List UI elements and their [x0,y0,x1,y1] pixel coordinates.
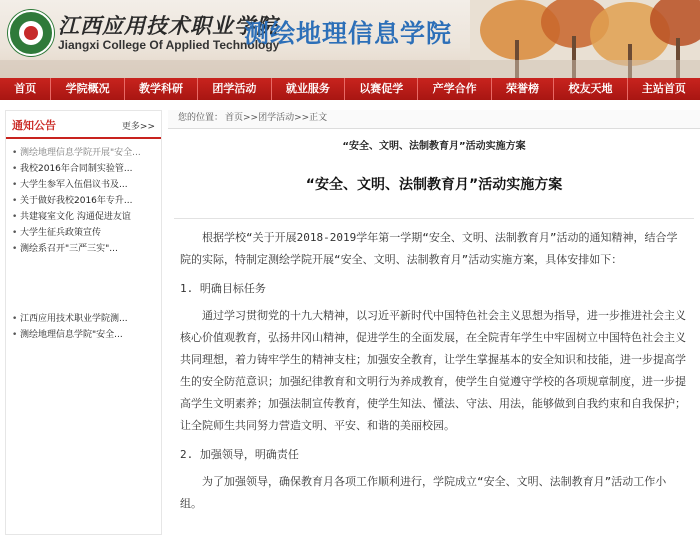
nav-item-main-site[interactable]: 主站首页 [641,82,686,95]
article-title: “安全、文明、法制教育月”活动实施方案 [305,177,563,193]
list-item[interactable]: • 江西应用技术职业学院测... [12,311,158,327]
sidebar-title: 通知公告 [12,119,56,132]
nav-item-activities[interactable]: 团学活动 [198,78,271,100]
article-paragraph-1: 通过学习贯彻党的十九大精神，以习近平新时代中国特色社会主义思想为指导，进一步推进社会主义核心价值观教育，弘扬井冈山精神，促进学生的全面发展，在全院青年学生中牢固树立中国特色社会主义共同理想，着力铸牢学生的精神支柱；加强安全教育，让学生掌握基本的安全知识和技能，进一步提高学生的安全防范意识；加强纪律教育和文明行为养成教育，使学生自觉遵守学校的各项规章制度，进一步提高学生文明素养；加强法制宣传教育，使学生知法、懂法、守法、用法，能够做到自我约束和自我保护；让全院师生共同努力营造文明、平安、和谐的美丽校园。 [180,309,686,432]
nav-item-overview[interactable]: 学院概况 [51,78,124,100]
school-name-cn: 江西应用技术职业学院 [58,13,278,38]
nav-item-home[interactable]: 首页 [0,78,51,100]
list-item[interactable]: • 测绘系召开"三严三实"... [12,241,158,257]
notice-sidebar [5,110,162,535]
nav-item-alumni[interactable]: 校友天地 [554,78,627,100]
breadcrumb-path[interactable]: 首页>>团学活动>>正文 [225,113,328,123]
article-intro: 根据学校“关于开展2018-2019学年第一学期“安全、文明、法制教育月”活动的通知精神，结合学院的实际，特制定测绘学院开展“安全、文明、法制教育月”活动实施方案，具体安排如下： [180,231,678,266]
notice-list-lower [6,311,158,343]
more-link[interactable]: 更多>> [121,122,155,132]
sidebar-header [6,111,161,139]
nav-item-teaching[interactable]: 教学科研 [125,78,198,100]
list-item[interactable]: • 关于做好我校2016年专升... [12,193,158,209]
section-heading-2: 2. 加强领导，明确责任 [180,448,299,461]
list-item[interactable]: • 测绘地理信息学院"安全... [12,327,158,343]
article-main [168,110,700,533]
list-item[interactable]: • 大学生参军入伍倡议书及... [12,177,158,193]
article-paragraph-2: 为了加强领导，确保教育月各项工作顺利进行，学院成立“安全、文明、法制教育月”活动工作小组。 [180,475,667,510]
nav-item-competition[interactable]: 以赛促学 [345,78,418,100]
article-subtitle: “安全、文明、法制教育月”活动实施方案 [342,141,526,152]
main-nav [0,78,700,100]
list-item[interactable]: • 我校2016年合同制实验管... [12,161,158,177]
section-heading-1: 1. 明确目标任务 [180,282,266,295]
breadcrumb-label: 您的位置： [178,113,224,123]
breadcrumb [168,110,700,129]
nav-item-employment[interactable]: 就业服务 [272,78,345,100]
nav-item-honors[interactable]: 荣誉榜 [492,78,554,100]
school-name-en: Jiangxi College Of Applied Technology [58,38,280,52]
list-item[interactable]: • 测绘地理信息学院开展"安全... [12,145,158,161]
nav-item-cooperation[interactable]: 产学合作 [418,78,491,100]
notice-list [6,139,161,257]
list-item[interactable]: • 大学生征兵政策宣传 [12,225,158,241]
college-logo-icon[interactable] [8,10,54,56]
title-divider [174,218,694,219]
list-item[interactable]: • 共建寝室文化 沟通促进友谊 [12,209,158,225]
department-name: 测绘地理信息学院 [244,19,453,48]
site-header [0,0,700,78]
